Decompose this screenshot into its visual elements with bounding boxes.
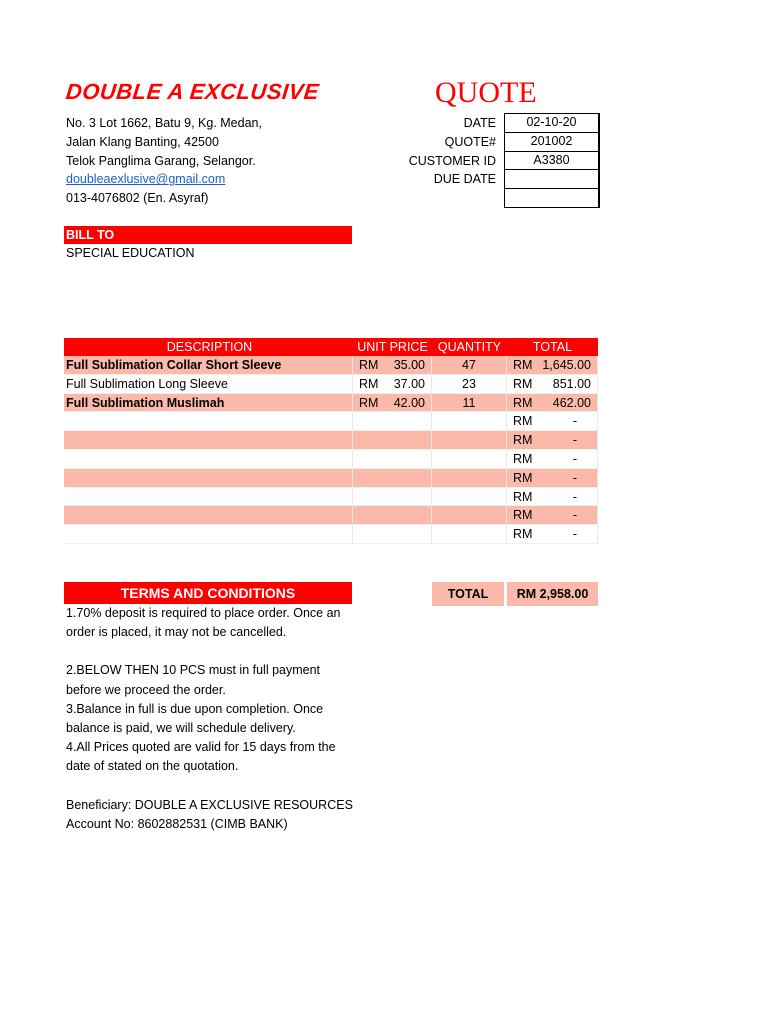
quote-number-value[interactable]: 201002 [505,133,598,152]
item-quantity[interactable] [432,450,507,469]
item-unit-price[interactable] [353,412,432,431]
item-quantity[interactable]: 23 [432,375,507,394]
header-unit-price: UNIT PRICE [357,340,428,354]
header-description: DESCRIPTION [166,340,253,354]
total-amount: - [572,508,577,523]
item-total [507,375,598,394]
table-row [64,375,598,394]
table-row [64,488,598,507]
item-total [507,488,598,507]
quote-meta-box [504,113,600,208]
item-description[interactable] [64,412,353,431]
grand-total-label: TOTAL [432,582,504,606]
item-unit-price[interactable] [353,356,432,375]
item-quantity[interactable]: 47 [432,356,507,375]
item-description[interactable] [64,469,353,488]
quote-number-label: QUOTE# [444,134,496,149]
currency-label: RM [513,376,533,391]
item-unit-price[interactable] [353,431,432,450]
item-unit-price[interactable] [353,394,432,413]
table-row [64,412,598,431]
currency-label: RM [359,376,379,391]
item-unit-price[interactable] [353,488,432,507]
item-quantity[interactable] [432,525,507,544]
currency-label: RM [513,358,533,372]
unit-price-amount: 35.00 [393,358,425,372]
item-description[interactable] [64,506,353,525]
currency-label: RM [513,489,533,504]
currency-label: RM [359,358,379,372]
header-quantity: QUANTITY [437,340,502,354]
total-amount: - [572,433,577,448]
item-total [507,431,598,450]
quote-meta-labels [380,114,496,189]
item-total [507,394,598,413]
address-line: Telok Panglima Garang, Selangor. [66,153,256,168]
item-quantity[interactable]: 11 [432,394,507,413]
item-total [507,506,598,525]
term-item: 4.All Prices quoted are valid for 15 days from the date of stated on the quotation. [66,740,336,774]
table-row [64,469,598,488]
currency-label: RM [513,527,533,542]
item-description[interactable]: Full Sublimation Long Sleeve [64,375,353,394]
phone-number: 013-4076802 (En. Asyraf) [66,191,209,206]
table-row [64,356,598,375]
total-amount: - [572,470,577,485]
item-description[interactable] [64,488,353,507]
total-amount: - [572,414,577,429]
date-label: DATE [463,116,496,130]
table-row [64,394,598,413]
currency-label: RM [513,451,533,466]
table-header [64,338,598,356]
item-total [507,356,598,375]
total-amount: 462.00 [552,395,591,410]
due-date-label: DUE DATE [433,172,496,187]
header-total: TOTAL [532,340,573,354]
grand-total-value: RM 2,958.00 [507,582,598,606]
term-item: 3.Balance in full is due upon completion. Once balance is paid, we will schedule delivery. [66,701,324,736]
item-quantity[interactable] [432,488,507,507]
items-table [64,338,598,544]
item-total [507,525,598,544]
account-number: Account No: 8602882531 (CIMB BANK) [66,816,288,831]
address-line: Jalan Klang Banting, 42500 [66,134,219,149]
item-quantity[interactable] [432,412,507,431]
total-amount: - [572,527,577,542]
currency-label: RM [359,395,379,410]
item-unit-price[interactable] [353,506,432,525]
email-link[interactable]: doubleaexlusive@gmail.com [66,172,226,187]
currency-label: RM [513,508,533,523]
customer-id-value[interactable]: A3380 [505,152,598,171]
unit-price-amount: 37.00 [393,376,425,391]
total-amount: - [572,489,577,504]
extra-meta-value[interactable] [505,189,598,207]
total-amount: 851.00 [552,376,591,391]
due-date-value[interactable] [505,170,598,189]
customer-id-label: CUSTOMER ID [408,153,496,168]
term-item: 1.70% deposit is required to place order. Once an order is placed, it may not be cancelled. [66,606,341,640]
unit-price-amount: 42.00 [393,395,425,410]
table-row [64,431,598,450]
date-value[interactable]: 02-10-20 [505,114,598,133]
item-description[interactable]: Full Sublimation Collar Short Sleeve [64,356,353,375]
currency-label: RM [513,470,533,485]
table-row [64,525,598,544]
company-address [66,114,262,208]
page-title: QUOTE [435,76,537,109]
currency-label: RM [513,395,533,410]
table-body [64,356,598,544]
term-item: 2.BELOW THEN 10 PCS must in full payment before we proceed the order. [66,663,321,697]
item-total [507,412,598,431]
item-quantity[interactable] [432,469,507,488]
item-unit-price[interactable] [353,469,432,488]
table-row [64,506,598,525]
address-line: No. 3 Lot 1662, Batu 9, Kg. Medan, [66,116,262,130]
item-quantity[interactable] [432,506,507,525]
item-quantity[interactable] [432,431,507,450]
bill-to-name: SPECIAL EDUCATION [66,246,195,260]
item-description[interactable]: Full Sublimation Muslimah [64,394,353,413]
currency-label: RM [513,414,533,429]
item-description[interactable] [64,431,353,450]
total-amount: 1,645.00 [542,358,591,372]
item-unit-price[interactable] [353,375,432,394]
total-amount: - [572,451,577,466]
table-row [64,450,598,469]
item-total [507,450,598,469]
terms-text [66,604,356,834]
terms-heading: TERMS AND CONDITIONS [64,582,352,604]
item-total [507,469,598,488]
company-name: DOUBLE A EXCLUSIVE [64,79,321,104]
item-unit-price[interactable] [353,525,432,544]
currency-label: RM [513,433,533,448]
item-description[interactable] [64,450,353,469]
beneficiary: Beneficiary: DOUBLE A EXCLUSIVE RESOURCES [66,797,353,812]
item-unit-price[interactable] [353,450,432,469]
bill-to-heading: BILL TO [64,226,352,244]
item-description[interactable] [64,525,353,544]
